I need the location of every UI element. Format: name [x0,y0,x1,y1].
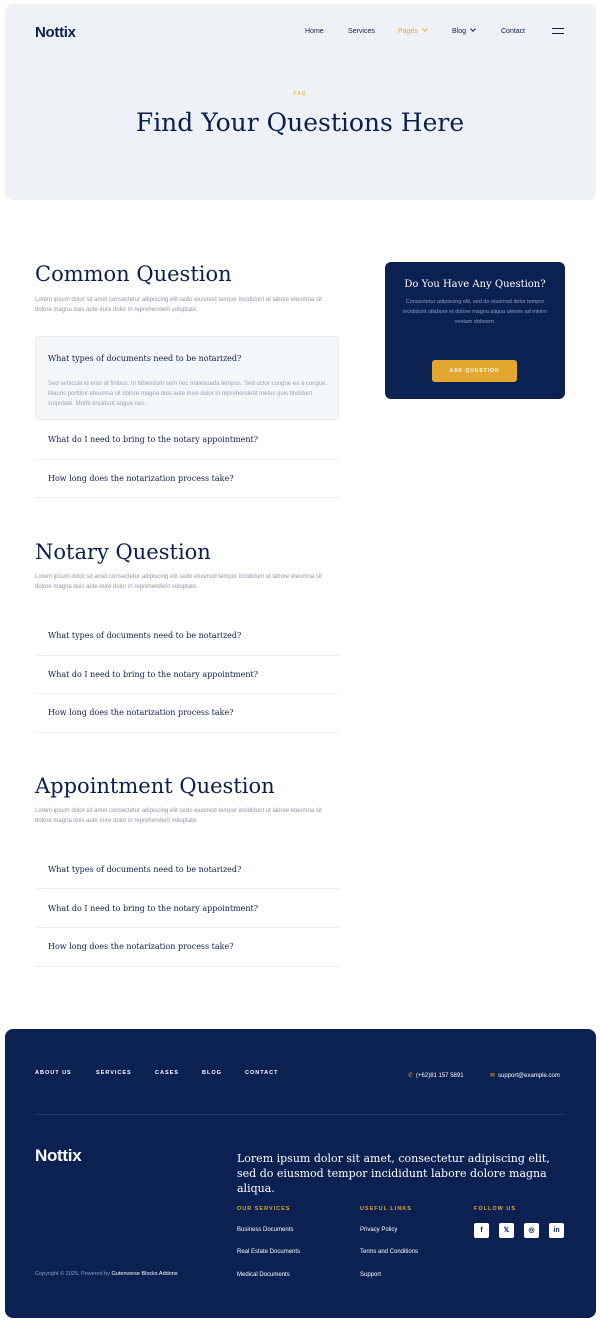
footer-links-heading: USEFUL LINKS [360,1206,412,1212]
faq-question[interactable]: What do I need to bring to the notary appointment? [48,670,259,679]
faq-question[interactable]: How long does the notarization process take? [48,474,234,483]
faq-question[interactable]: What types of documents need to be notarized? [48,865,242,874]
footer-nav-about[interactable]: ABOUT US [35,1070,72,1076]
site-logo[interactable]: Nottix [35,24,76,41]
footer-email[interactable] [490,1072,560,1079]
phone-icon: ✆ [408,1073,414,1079]
footer-link-privacy[interactable]: Privacy Policy [360,1227,398,1233]
linkedin-icon[interactable]: in [549,1223,564,1238]
nav-pages-label: Pages [398,28,418,35]
divider [35,966,340,967]
faq-question[interactable]: What types of documents need to be notarized? [48,631,242,640]
faq-question[interactable]: How long does the notarization process take? [48,942,234,951]
faq-question[interactable]: What do I need to bring to the notary appointment? [48,904,259,913]
section-desc-appointment: Lorem ipsum dolor sit amet consectetur adipiscing elit sedo eiusmod tempor incididunt ut labore eteumna sit dolore magna duis aute irure dolor in reprehenderit voluptate. [35,808,322,824]
footer-phone-text: (+62)81 157 5891 [416,1073,464,1079]
section-title-appointment: Appointment Question [35,774,275,798]
divider [35,732,340,733]
menu-icon[interactable] [552,28,564,34]
footer-nav-services[interactable]: SERVICES [96,1070,132,1076]
nav-blog-label: Blog [452,28,467,35]
chevron-down-icon [470,26,476,32]
footer-follow-heading: FOLLOW US [474,1206,516,1212]
divider [35,497,340,498]
footer-phone[interactable] [408,1072,464,1079]
faq-question[interactable]: What do I need to bring to the notary appointment? [48,435,259,444]
chevron-down-icon [422,26,428,32]
divider [35,927,340,928]
facebook-icon[interactable]: f [474,1223,489,1238]
faq-question[interactable]: How long does the notarization process take? [48,708,234,717]
footer-link-business[interactable]: Business Documents [237,1227,294,1233]
question-cta-card [385,262,565,399]
section-title-notary: Notary Question [35,540,211,564]
nav-pages[interactable] [398,28,427,35]
cta-title: Do You Have Any Question? [404,279,546,290]
x-icon[interactable]: 𝕏 [499,1223,514,1238]
page-eyebrow: FAQ [293,91,307,97]
section-title-common: Common Question [35,262,232,286]
nav-blog[interactable] [452,28,475,35]
ask-question-button[interactable]: ASK QUESTION [432,360,517,382]
footer-divider [35,1114,565,1115]
footer-link-medical[interactable]: Medical Documents [237,1272,290,1278]
faq-answer: Sed vehicula id eros at finibus. In bibendum sem nec malesuada tempus. Sed uctor congue ex a congue. Mauris porttitor eteumna sit dolore magna duis aute irure dolor in reprehenderit metus quis tincidunt vulputate. Morbi tincidunt augue nec. [48,381,328,407]
footer [5,1029,596,1318]
copyright-link[interactable]: Gutenverse Blocks Addons [111,1271,178,1277]
divider [35,693,340,694]
footer-services-heading: OUR SERVICES [237,1206,291,1212]
mail-icon: ✉ [490,1073,496,1079]
footer-email-text: support@example.com [498,1073,560,1079]
nav-contact[interactable]: Contact [501,28,526,35]
footer-link-real-estate[interactable]: Real Estate Documents [237,1249,301,1255]
footer-nav-blog[interactable]: BLOG [202,1070,222,1076]
footer-link-support[interactable]: Support [360,1272,382,1278]
faq-question[interactable]: What types of documents need to be notarized? [48,354,242,363]
divider [35,888,340,889]
footer-nav-cases[interactable]: CASES [155,1070,179,1076]
page-title: Find Your Questions Here [135,108,465,137]
nav-services[interactable]: Services [348,28,375,35]
nav-home[interactable]: Home [305,28,324,35]
copyright [35,1271,178,1277]
footer-nav-contact[interactable]: CONTACT [245,1070,279,1076]
footer-link-terms[interactable]: Terms and Conditions [360,1249,419,1255]
section-desc-common: Lorem ipsum dolor sit amet consectetur adipiscing elit sedo eiusmod tempor incididunt ut labore eteumna sit dolore magna duis aute irure dolor in reprehenderit voluptate. [35,297,322,313]
instagram-icon[interactable]: ◎ [524,1223,539,1238]
copyright-text: Copyright © 2025, Powered by [35,1271,110,1277]
divider [35,459,340,460]
cta-text: Consectetur adipiscing elit, sed do eiusmod dolor tempor incididunt utlabore et dolore magna aliqua utenim ad minim veniam dolorem. [402,299,547,325]
footer-tagline: Lorem ipsum dolor sit amet, consectetur adipiscing elit, sed do eiusmod tempor incididunt labore dolore magna aliqua. [237,1152,550,1195]
section-desc-notary: Lorem ipsum dolor sit amet consectetur adipiscing elit sedo eiusmod tempor incididunt ut labore eteumna sit dolore magna duis aute irure dolor in reprehenderit voluptate. [35,574,322,590]
footer-logo[interactable]: Nottix [35,1146,82,1165]
divider [35,655,340,656]
